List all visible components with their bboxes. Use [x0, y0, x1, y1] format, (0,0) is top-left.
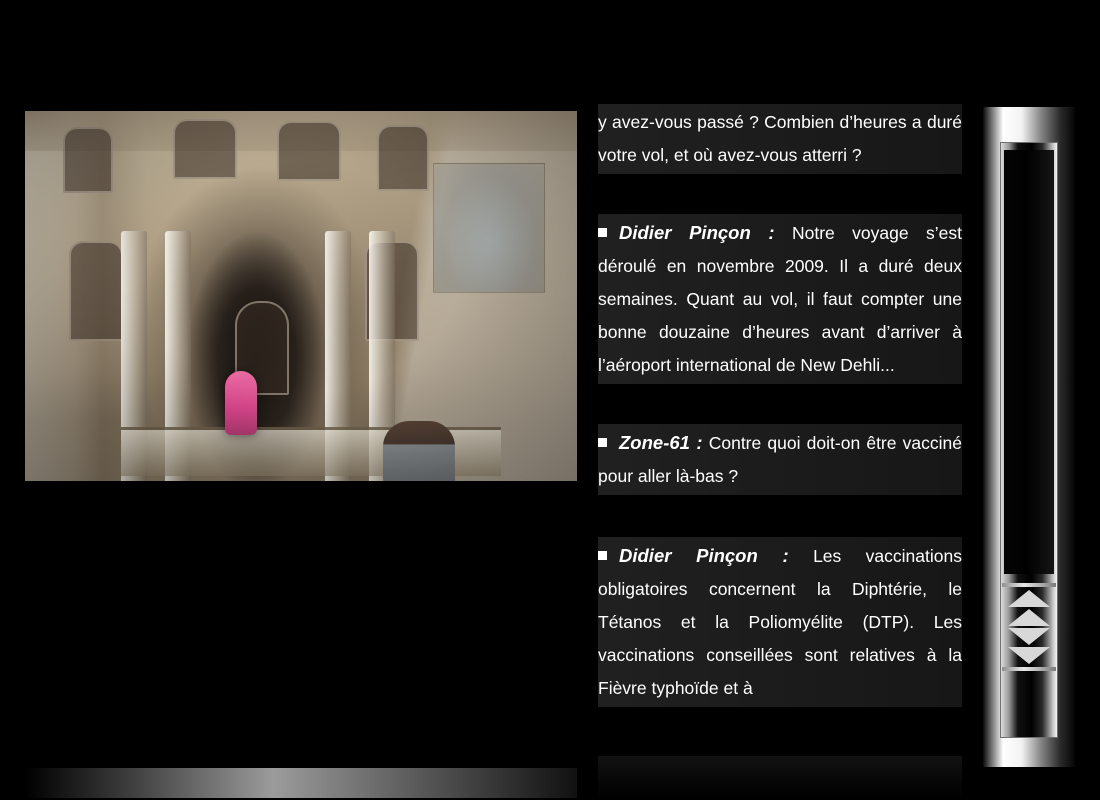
text-bottom-fade — [598, 756, 962, 798]
speaker-name: Didier Pinçon : — [619, 545, 789, 566]
paragraph-answer-vaccin — [598, 537, 962, 707]
scrollbar-buttons — [1002, 580, 1056, 730]
scroll-down-fast-icon[interactable] — [1008, 647, 1050, 664]
paragraph-answer-voyage — [598, 214, 962, 384]
scrollbar-divider — [1002, 667, 1056, 671]
photo-vignette — [25, 111, 577, 481]
paragraph-text: y avez-vous passé ? Combien d’heures a duré votre vol, et où avez-vous atterri ? — [598, 112, 962, 165]
speaker-name: Didier Pinçon : — [619, 222, 775, 243]
bullet-square-icon — [598, 438, 607, 447]
photo-image — [25, 111, 577, 481]
article-photo — [25, 111, 577, 481]
paragraph-text: Les vaccinations obligatoires concernent la Diphtérie, le Tétanos et la Poliomyélite (DTP). Les vaccinations conseillées sont relatives à la Fièvre typhoïde et à — [598, 546, 962, 698]
scroll-down-icon[interactable] — [1008, 628, 1050, 645]
article-text-column — [598, 104, 962, 707]
scrollbar-divider — [1002, 583, 1056, 587]
scrollbar-thumb[interactable] — [1004, 150, 1054, 574]
paragraph-text: Contre quoi doit-on être vacciné pour aller là-bas ? — [598, 433, 962, 486]
bullet-square-icon — [598, 228, 607, 237]
scroll-up-fast-icon[interactable] — [1008, 590, 1050, 607]
bullet-square-icon — [598, 551, 607, 560]
paragraph-question-vaccin — [598, 424, 962, 495]
scroll-up-icon[interactable] — [1008, 609, 1050, 626]
page-bottom-strip — [25, 768, 577, 798]
paragraph-text: Notre voyage s’est déroulé en novembre 2009. Il a duré deux semaines. Quant au vol, il faut compter une bonne douzaine d’heures avant d’arriver à l’aéroport international de New Dehli... — [598, 223, 962, 375]
paragraph-question-continued — [598, 104, 962, 174]
speaker-name: Zone-61 : — [619, 432, 703, 453]
